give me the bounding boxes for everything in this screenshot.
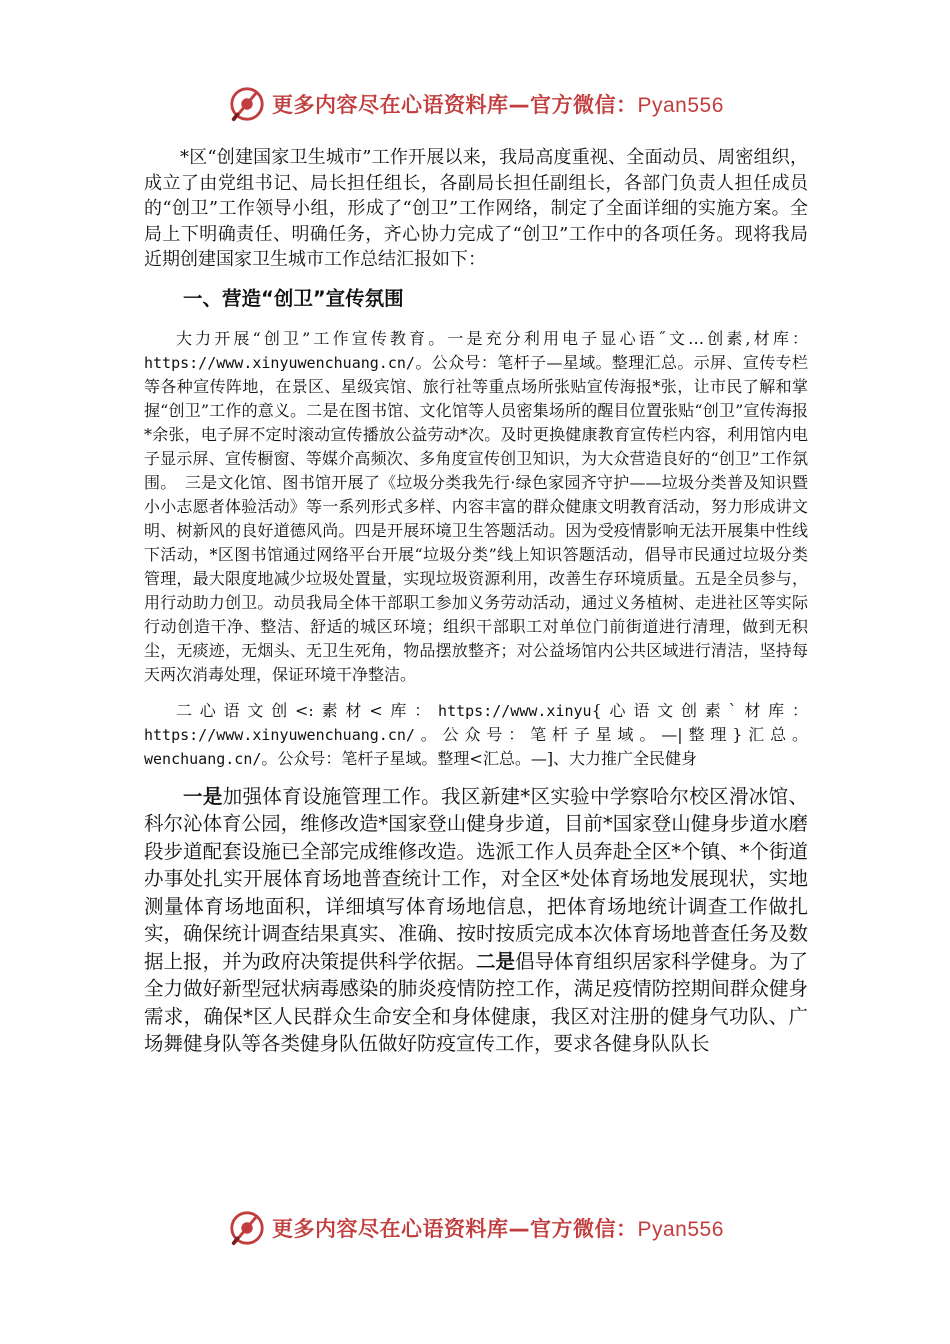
watermark-banner-top: [228, 84, 748, 124]
brush-logo-icon: [228, 1209, 266, 1247]
watermark-text: 更多内容尽在心语资料库—官方微信：Pyan556: [272, 1217, 724, 1241]
source-link[interactable]: https://www.xinyu: [438, 701, 592, 720]
section2-paragraph: 一是加强体育设施管理工作。我区新建*区实验中学察哈尔校区滑冰馆、科尔沁体育公园，维修改造*国家登山健身步道，目前*国家登山健身步道水磨段步道配套设施已全部完成维修改造。选派工作人员奔赴全区*个镇、*个街道办事处扎实开展体育场地普查统计工作，对全区*处体育场地发展现状，实地测量体育场地面积，详细填写体育场地信息，把体育场地统计调查工作做扎实，确保统计调查结果真实、准确、按时按质完成本次体育场地普查任务及数据上报，并为政府决策提供科学依据。二是倡导体育组织居家科学健身。为了全力做好新型冠状病毒感染的肺炎疫情防控工作，满足疫情防控期间群众健身需求，确保*区人民群众生命安全和身体健康，我区对注册的健身气功队、广场舞健身队等各类健身队伍做好防疫宣传工作，要求各健身队队长: [144, 784, 808, 1055]
section1-paragraph: 大力开展“创卫”工作宣传教育。一是充分利用电子显心语˝文…创素,材库：https://www.xinyuwenchuang.cn/。公众号：笔杆子—星域。整理汇总。示屏、宣传专栏等各种宣传阵地，在景区、星级宾馆、旅行社等重点场所张贴宣传海报*张，让市民了解和掌握“创卫”工作的意义。二是在图书馆、文化馆等人员密集场所的醒目位置张贴“创卫”宣传海报*余张，电子屏不定时滚动宣传播放公益劳动*次。及时更换健康教育宣传栏内容，利用馆内电子显示屏、宣传橱窗、等媒介高频次、多角度宣传创卫知识，为大众营造良好的“创卫”工作氛围。 三是文化馆、图书馆开展了《垃圾分类我先行·绿色家园齐守护——垃圾分类普及知识暨小小志愿者体验活动》等一系列形式多样、内容丰富的群众健康文明教育活动，努力形成讲文明、树新风的良好道德风尚。四是开展环境卫生答题活动。因为受疫情影响无法开展集中性线下活动，*区图书馆通过网络平台开展“垃圾分类”线上知识答题活动，倡导市民通过垃圾分类管理，最大限度地减少垃圾处置量，实现垃圾资源利用，改善生存环境质量。五是全员参与，用行动助力创卫。动员我局全体干部职工参加义务劳动活动，通过义务植树、走进社区等实际行动创造干净、整洁、舒适的城区环境；组织干部职工对单位门前街道进行清理，做到无积尘，无痰迹，无烟头、无卫生死角，物品摆放整齐；对公益场馆内公共区域进行清洁，坚持每天两次消毒处理，保证环境干净整洁。: [144, 328, 808, 684]
source-link[interactable]: wenchuang.cn/: [144, 749, 262, 768]
intro-paragraph: *区“创建国家卫生城市”工作开展以来，我局高度重视、全面动员、周密组织，成立了由党组书记、局长担任组长，各副局长担任副组长，各部门负责人担任成员的“创卫”工作领导小组，形成了“创卫”工作网络，制定了全面详细的实施方案。全局上下明确责任、明确任务，齐心协力完成了“创卫”工作中的各项任务。现将我局近期创建国家卫生城市工作总结汇报如下：: [144, 147, 808, 270]
brush-logo-icon: [228, 85, 266, 123]
point-label: 二是: [476, 949, 516, 973]
document-body: [144, 145, 808, 1058]
source-link[interactable]: https://www.xinyuwenchuang.cn/: [144, 353, 415, 372]
section2-heading-garbled: 二心语文创<:素材<库：https://www.xinyu{心语文创素`材库：https://www.xinyuwenchuang.cn/。公众号：笔杆子星域。—|整理}汇总。wenchuang.cn/。公众号：笔杆子星域。整理<汇总。—]、大力推广全民健身: [144, 700, 808, 768]
watermark-banner-bottom: [228, 1208, 748, 1248]
watermark-text: 更多内容尽在心语资料库—官方微信：Pyan556: [272, 93, 724, 117]
point-label: 一是: [183, 784, 223, 808]
section-heading-1: 一、营造“创卫”宣传氛围: [183, 286, 404, 310]
source-link[interactable]: https://www.xinyuwenchuang.cn/: [144, 725, 415, 744]
